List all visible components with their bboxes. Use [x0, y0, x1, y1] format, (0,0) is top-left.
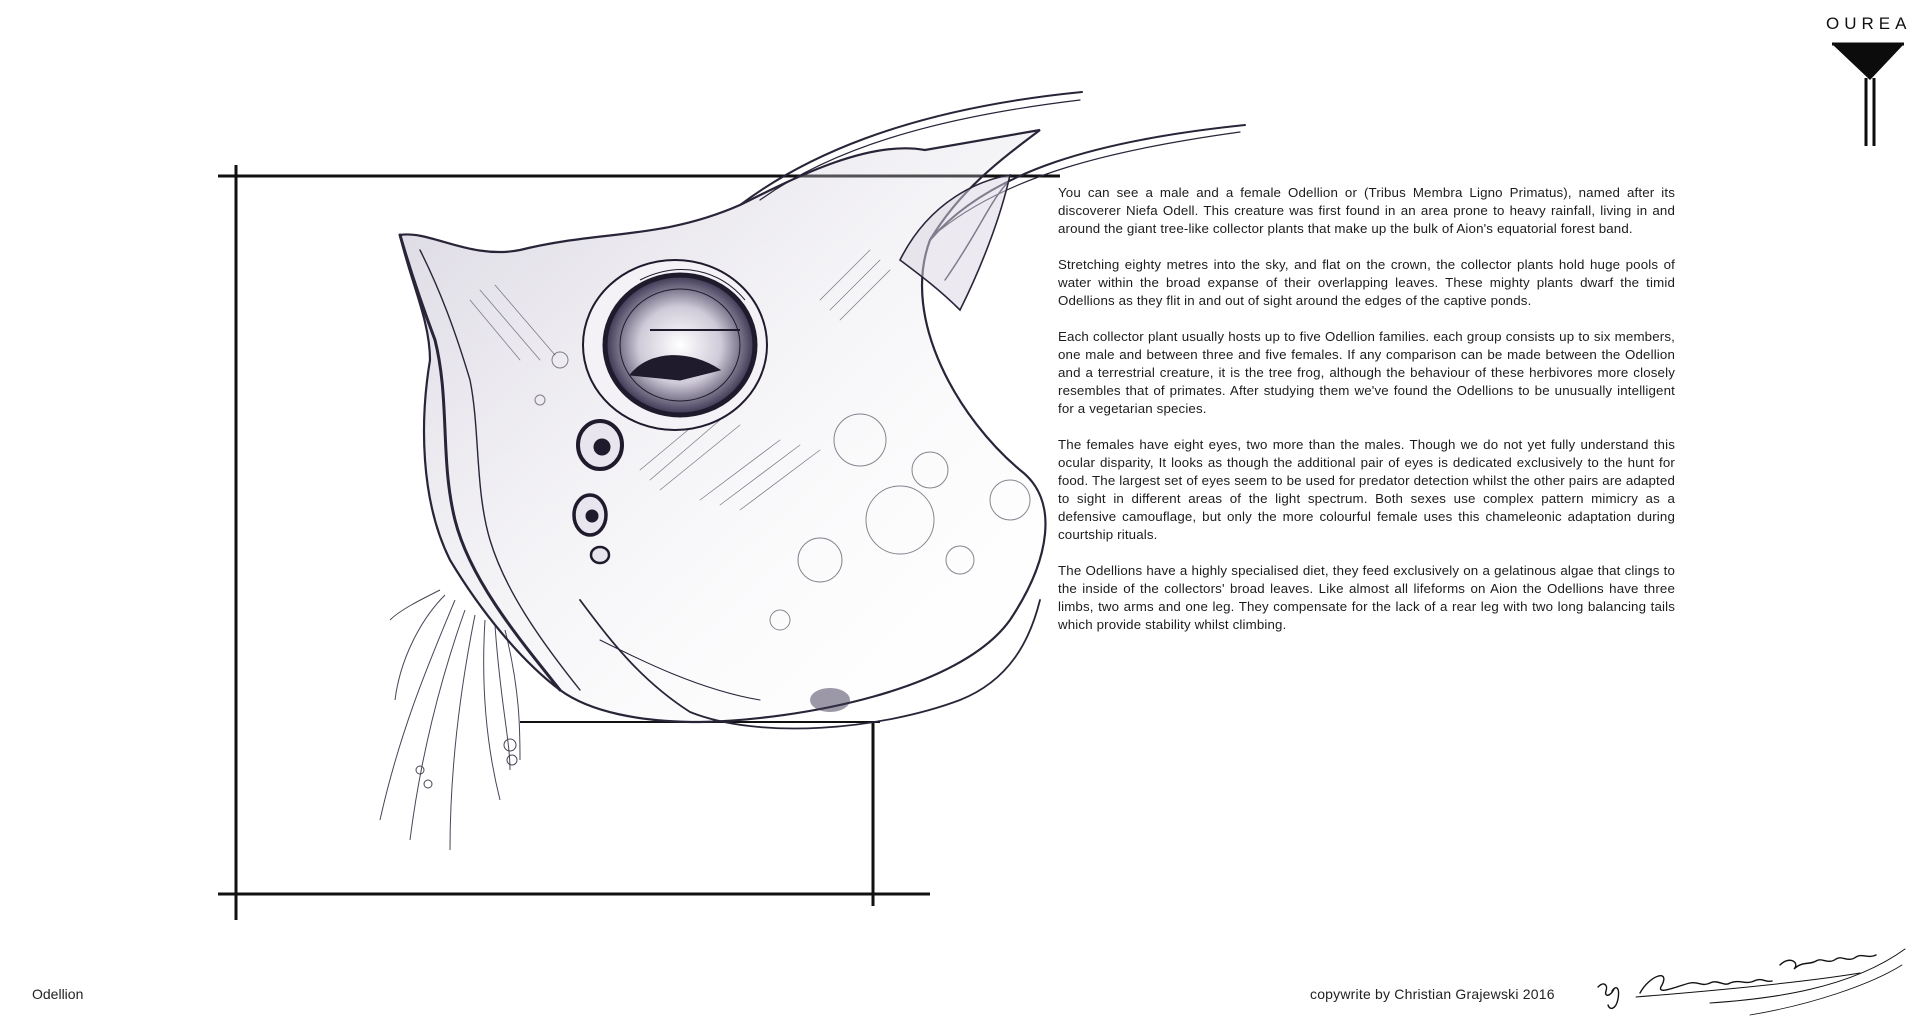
article-paragraph: The females have eight eyes, two more than the males. Though we do not yet fully understand this ocular disparity, It looks as though the additional pair of eyes is dedicated exclusively to the hunt for food. The largest set of eyes seem to be used for predator detection whilst the other pairs are adapted to sight in different areas of the light spectrum. Both sexes use complex pattern mimicry as a defensive camouflage, but only the more colourful female uses this chameleonic adaptation during courtship rituals. [1058, 437, 1675, 542]
ourea-logo [1826, 14, 1910, 150]
article-paragraph: The Odellions have a highly specialised diet, they feed exclusively on a gelatinous algae that clings to the inside of the collectors' broad leaves. Like almost all lifeforms on Aion the Odellions have three limbs, two arms and one leg. They compensate for the lack of a rear leg with two long balancing tails which provide stability whilst climbing. [1058, 563, 1675, 632]
image-caption: Odellion [32, 986, 84, 1002]
copyright-notice: copywrite by Christian Grajewski 2016 [1310, 986, 1555, 1002]
creature-main-eye [583, 260, 767, 430]
logo-wordmark: OUREA [1826, 14, 1912, 33]
article-body [1058, 184, 1675, 652]
article-paragraph: You can see a male and a female Odellion or (Tribus Membra Ligno Primatus), named after its discoverer Niefa Odell. This creature was first found in an area prone to heavy rainfall, living in and around the giant tree-like collector plants that make up the bulk of Aion's equatorial forest band. [1058, 185, 1675, 236]
article-paragraph: Stretching eighty metres into the sky, and flat on the crown, the collector plants hold huge pools of water within the broad expanse of their overlapping leaves. These mighty plants dwarf the timid Odellions as they flit in and out of sight around the edges of the captive ponds. [1058, 257, 1675, 308]
ourea-y-emblem-icon [1826, 40, 1910, 150]
artist-signature [1590, 925, 1910, 1020]
article-paragraph: Each collector plant usually hosts up to five Odellion families. each group consists up to six members, one male and between three and five females. If any comparison can be made between the Odellion and a terrestrial creature, it is the tree frog, although the behaviour of these herbivores more closely resembles that of primates. After studying them we've found the Odellions to be unusually intelligent for a vegetarian species. [1058, 329, 1675, 416]
